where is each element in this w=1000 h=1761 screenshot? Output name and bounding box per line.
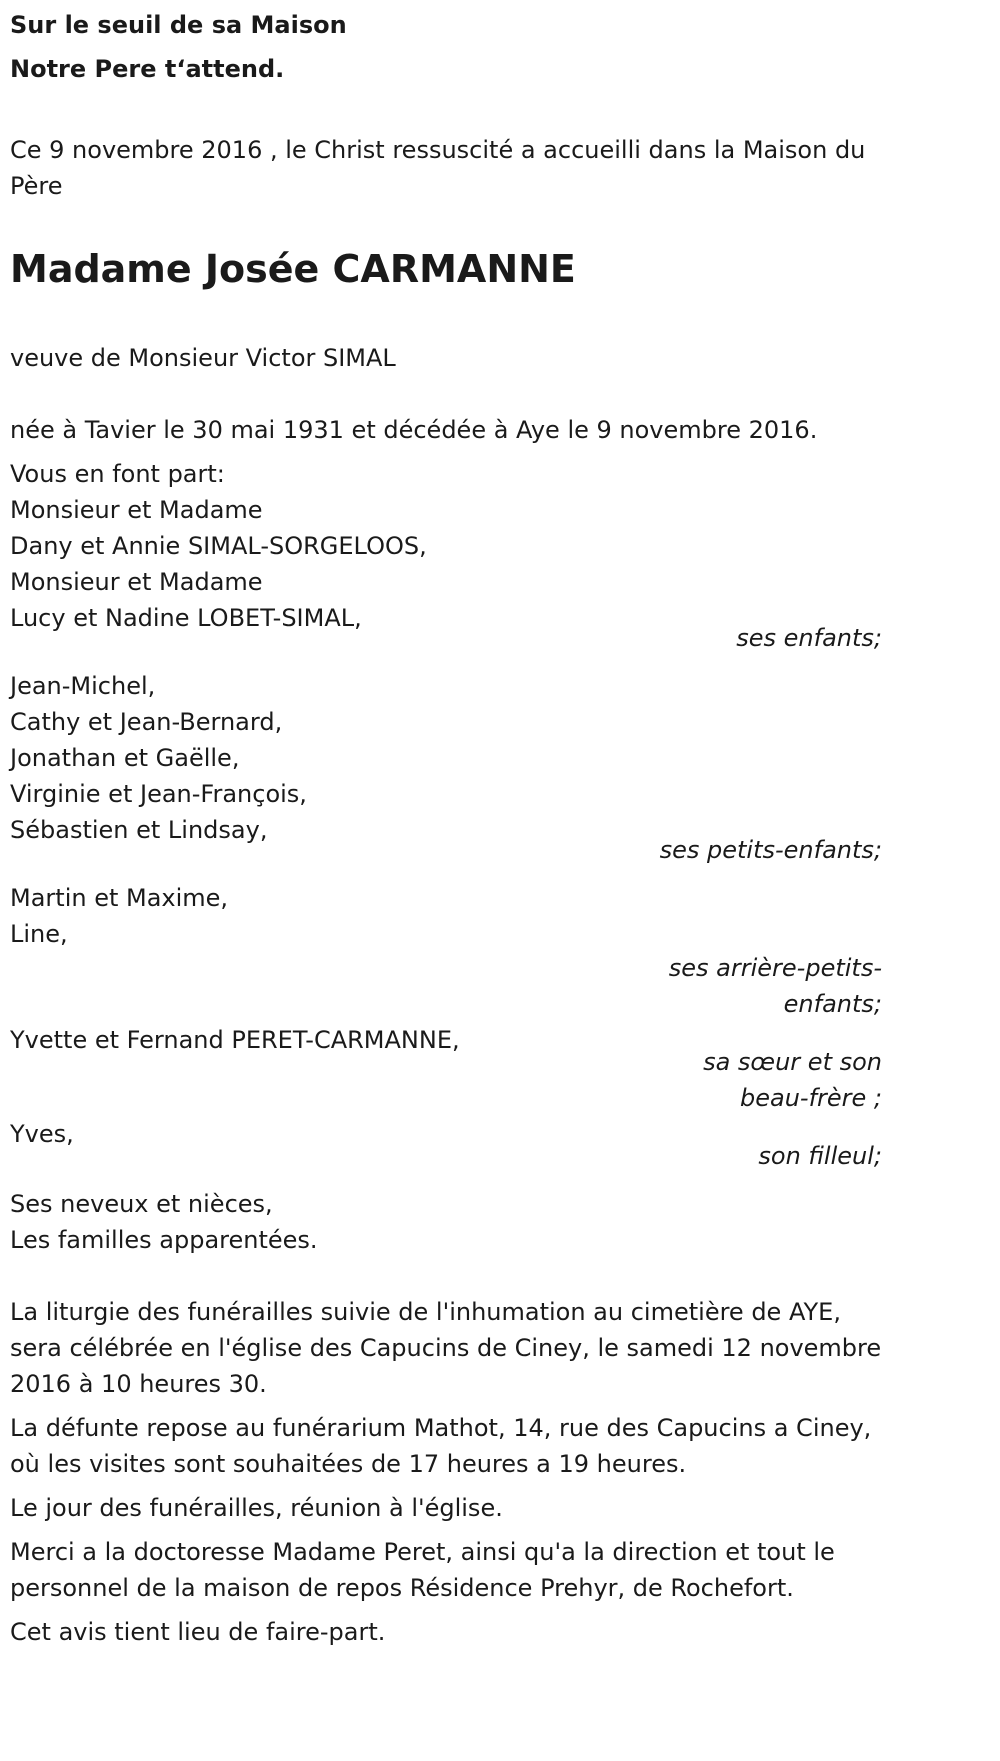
grandchildren-line: Jonathan et Gaëlle, — [10, 744, 240, 772]
sister-role-line-1: sa sœur et son — [703, 1048, 882, 1076]
great-grandchildren-line: Line, — [10, 920, 68, 948]
sister-line: Yvette et Fernand PERET-CARMANNE, — [10, 1026, 460, 1054]
verse-line-2: Notre Pere t‘attend. — [10, 55, 285, 83]
grandchildren-line: Cathy et Jean-Bernard, — [10, 708, 283, 736]
godson-group — [10, 1116, 990, 1174]
funeral-details: La liturgie des funérailles suivie de l'inhumation au cimetière de AYE, sera célébrée en l'église des Capucins de Ciney, le samedi 12 novembre 2016 à 10 heures 30. — [10, 1298, 882, 1398]
birth-death: née à Tavier le 30 mai 1931 et décédée à Aye le 9 novembre 2016. — [10, 416, 818, 444]
grandchildren-line: Sébastien et Lindsay, — [10, 816, 268, 844]
children-role: ses enfants; — [736, 624, 882, 652]
grandchildren-line: Jean-Michel, — [10, 672, 156, 700]
grandchildren-line: Virginie et Jean-François, — [10, 780, 307, 808]
great-grandchildren-group — [10, 880, 990, 1022]
children-line: Monsieur et Madame — [10, 568, 263, 596]
children-line: Monsieur et Madame — [10, 496, 263, 524]
godson-line: Yves, — [10, 1120, 74, 1148]
closing-text: Cet avis tient lieu de faire-part. — [10, 1618, 386, 1646]
sister-group — [10, 1022, 990, 1116]
others-group — [10, 1186, 990, 1258]
great-grandchildren-line: Martin et Maxime, — [10, 884, 229, 912]
children-line: Dany et Annie SIMAL-SORGELOOS, — [10, 532, 427, 560]
verse-line-1: Sur le seuil de sa Maison — [10, 11, 347, 39]
announcers-intro: Vous en font part: — [10, 460, 225, 488]
godson-role: son filleul; — [758, 1142, 882, 1170]
rest-place: La défunte repose au funérarium Mathot, 14, rue des Capucins a Ciney, où les visites sont souhaitées de 17 heures a 19 heures. — [10, 1414, 872, 1478]
children-line: Lucy et Nadine LOBET-SIMAL, — [10, 604, 362, 632]
great-grandchildren-role-line-1: ses arrière-petits- — [668, 954, 882, 982]
others-line: Ses neveux et nièces, — [10, 1190, 273, 1218]
great-grandchildren-role-line-2: enfants; — [783, 990, 882, 1018]
widow-of: veuve de Monsieur Victor SIMAL — [10, 344, 396, 372]
announcers — [10, 456, 990, 1258]
others-line: Les familles apparentées. — [10, 1226, 318, 1254]
sister-role-line-2: beau-frère ; — [739, 1084, 882, 1112]
deceased-name: Madame Josée CARMANNE — [10, 247, 576, 291]
grandchildren-role: ses petits-enfants; — [659, 836, 882, 864]
children-group — [10, 492, 990, 656]
grandchildren-group — [10, 668, 990, 868]
intro-text: Ce 9 novembre 2016 , le Christ ressuscité a accueilli dans la Maison du Père — [10, 136, 866, 200]
thanks-text: Merci a la doctoresse Madame Peret, ainsi qu'a la direction et tout le personnel de la maison de repos Résidence Prehyr, de Rochefort. — [10, 1538, 835, 1602]
meeting-info: Le jour des funérailles, réunion à l'église. — [10, 1494, 503, 1522]
